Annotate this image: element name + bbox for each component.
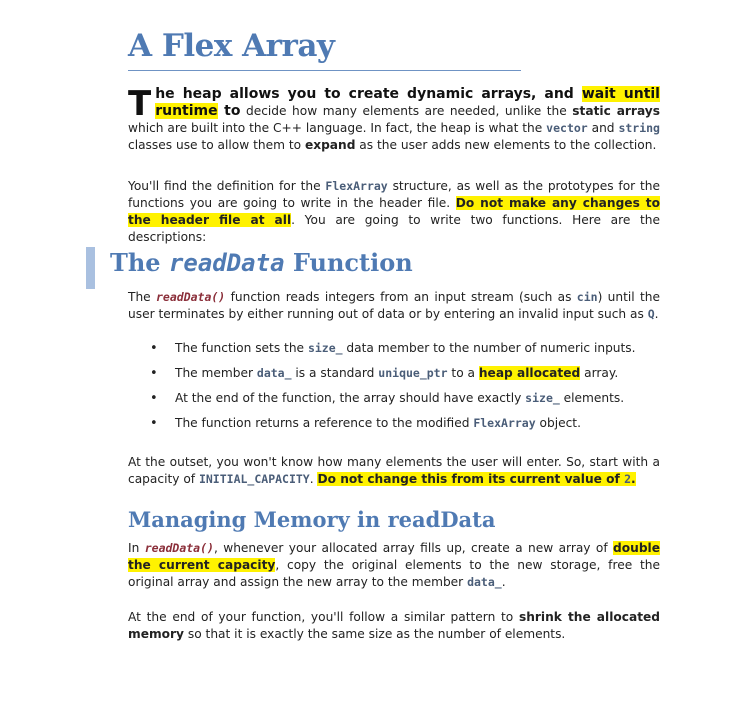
- flexarray-code: FlexArray: [473, 416, 536, 430]
- readdata-code: readData(): [156, 290, 226, 304]
- section-heading: [110, 248, 413, 277]
- capacity-paragraph: [128, 454, 660, 488]
- data-code: data_: [256, 366, 292, 380]
- heading-accent-bar: [86, 247, 95, 289]
- unique-ptr-code: unique_ptr: [378, 366, 448, 380]
- section-the: The: [128, 290, 156, 304]
- memory-paragraph-2: [128, 609, 660, 643]
- para4-highlight-end: .: [631, 472, 636, 486]
- intro-text-4: classes use to allow them to: [128, 138, 305, 152]
- highlight-no-header-changes: Do not make any changes to the header file at all: [128, 196, 660, 227]
- section-text-3: .: [654, 307, 659, 321]
- bullet-2-text-1: The member: [175, 366, 257, 380]
- bullet-2-text-2: is a standard: [291, 366, 379, 380]
- intro-paragraph: [128, 86, 660, 154]
- string-code: string: [618, 121, 660, 135]
- sub-text-2: , whenever your allocated array fills up, create a new array of: [213, 541, 614, 555]
- bullet-1-text-1: The function sets the: [175, 341, 308, 355]
- list-item: [150, 391, 670, 406]
- sub2-text-2: so that it is exactly the same size as the number of elements.: [184, 627, 566, 641]
- list-item: [150, 341, 670, 356]
- size-code: size_: [307, 341, 343, 355]
- flexarray-code: FlexArray: [325, 179, 388, 193]
- highlight-double-capacity: double the current capacity: [128, 541, 660, 572]
- highlight-heap-allocated: heap allocated: [478, 366, 581, 380]
- memory-paragraph-1: [128, 540, 660, 591]
- header-file-paragraph: [128, 178, 660, 246]
- cin-code: cin: [576, 290, 598, 304]
- para2-text-2: structure, as well as the prototypes for the functions you are going to write in the header file.: [128, 179, 660, 210]
- title-underline: [128, 70, 521, 71]
- subsection-heading: Managing Memory in readData: [128, 507, 496, 532]
- para4-text-1: At the outset, you won't know how many elements the user will enter. So, start with a capacity of: [128, 455, 660, 486]
- static-arrays-term: static arrays: [572, 104, 660, 118]
- bullet-3-text-2: elements.: [559, 391, 625, 405]
- bullet-1-text-2: data member to the number of numeric inputs.: [342, 341, 636, 355]
- section-text-1: function reads integers from an input stream (such as: [225, 290, 577, 304]
- intro-lead-text: he heap allows you to create dynamic arrays, and: [155, 86, 582, 102]
- bullet-4-text-1: The function returns a reference to the modified: [175, 416, 474, 430]
- readdata-code: readData(): [144, 541, 214, 555]
- intro-text-3: and: [587, 121, 619, 135]
- sub2-text-1: At the end of your function, you'll follow a similar pattern to: [128, 610, 519, 624]
- section-heading-post: Function: [284, 248, 413, 277]
- highlight-wait-until-runtime: wait until runtime: [155, 86, 660, 119]
- value-2-code: 2: [624, 472, 631, 486]
- para2-text-3: . You are going to write two functions. Here are the descriptions:: [128, 213, 661, 244]
- intro-text-5: as the user adds new elements to the collection.: [355, 138, 657, 152]
- list-item: [150, 366, 670, 381]
- list-item: [150, 416, 670, 431]
- intro-text-2: which are built into the C++ language. In fact, the heap is what the: [128, 121, 547, 135]
- expand-term: expand: [304, 138, 356, 152]
- bullet-4-text-2: object.: [535, 416, 581, 430]
- para2-text-1: You'll find the definition for the: [128, 179, 326, 193]
- initial-capacity-code: INITIAL_CAPACITY: [198, 472, 310, 486]
- drop-cap: T: [128, 84, 152, 124]
- sub-text-3: , copy the original elements to the new storage, free the original array and assign the new array to the member: [128, 558, 660, 589]
- sub-text-1: In: [128, 541, 145, 555]
- section-text-2: ) until the user terminates by either running out of data or by entering an invalid input such as: [128, 290, 660, 321]
- readdata-description: [128, 289, 660, 323]
- bullet-3-text-1: At the end of the function, the array should have exactly: [175, 391, 526, 405]
- size-code: size_: [525, 391, 560, 405]
- section-heading-code: readData: [168, 249, 285, 277]
- bullet-2-text-3: to a: [447, 366, 479, 380]
- page-title: A Flex Array: [128, 28, 335, 64]
- vector-code: vector: [546, 121, 588, 135]
- para4-highlight-text: Do not change this from its current value of: [317, 472, 625, 486]
- bullet-2-text-4: array.: [580, 366, 619, 380]
- section-heading-pre: The: [110, 248, 169, 277]
- intro-text-1: decide how many elements are needed, unlike the: [240, 104, 573, 118]
- shrink-memory-term: shrink the allocated memory: [128, 610, 661, 641]
- data-code: data_: [467, 575, 502, 589]
- q-code: Q: [647, 307, 655, 321]
- para4-text-2: .: [309, 472, 318, 486]
- sub-text-4: .: [501, 575, 506, 589]
- requirements-list: [150, 341, 670, 441]
- intro-lead-end: to: [217, 103, 241, 119]
- highlight-do-not-change: [317, 472, 635, 486]
